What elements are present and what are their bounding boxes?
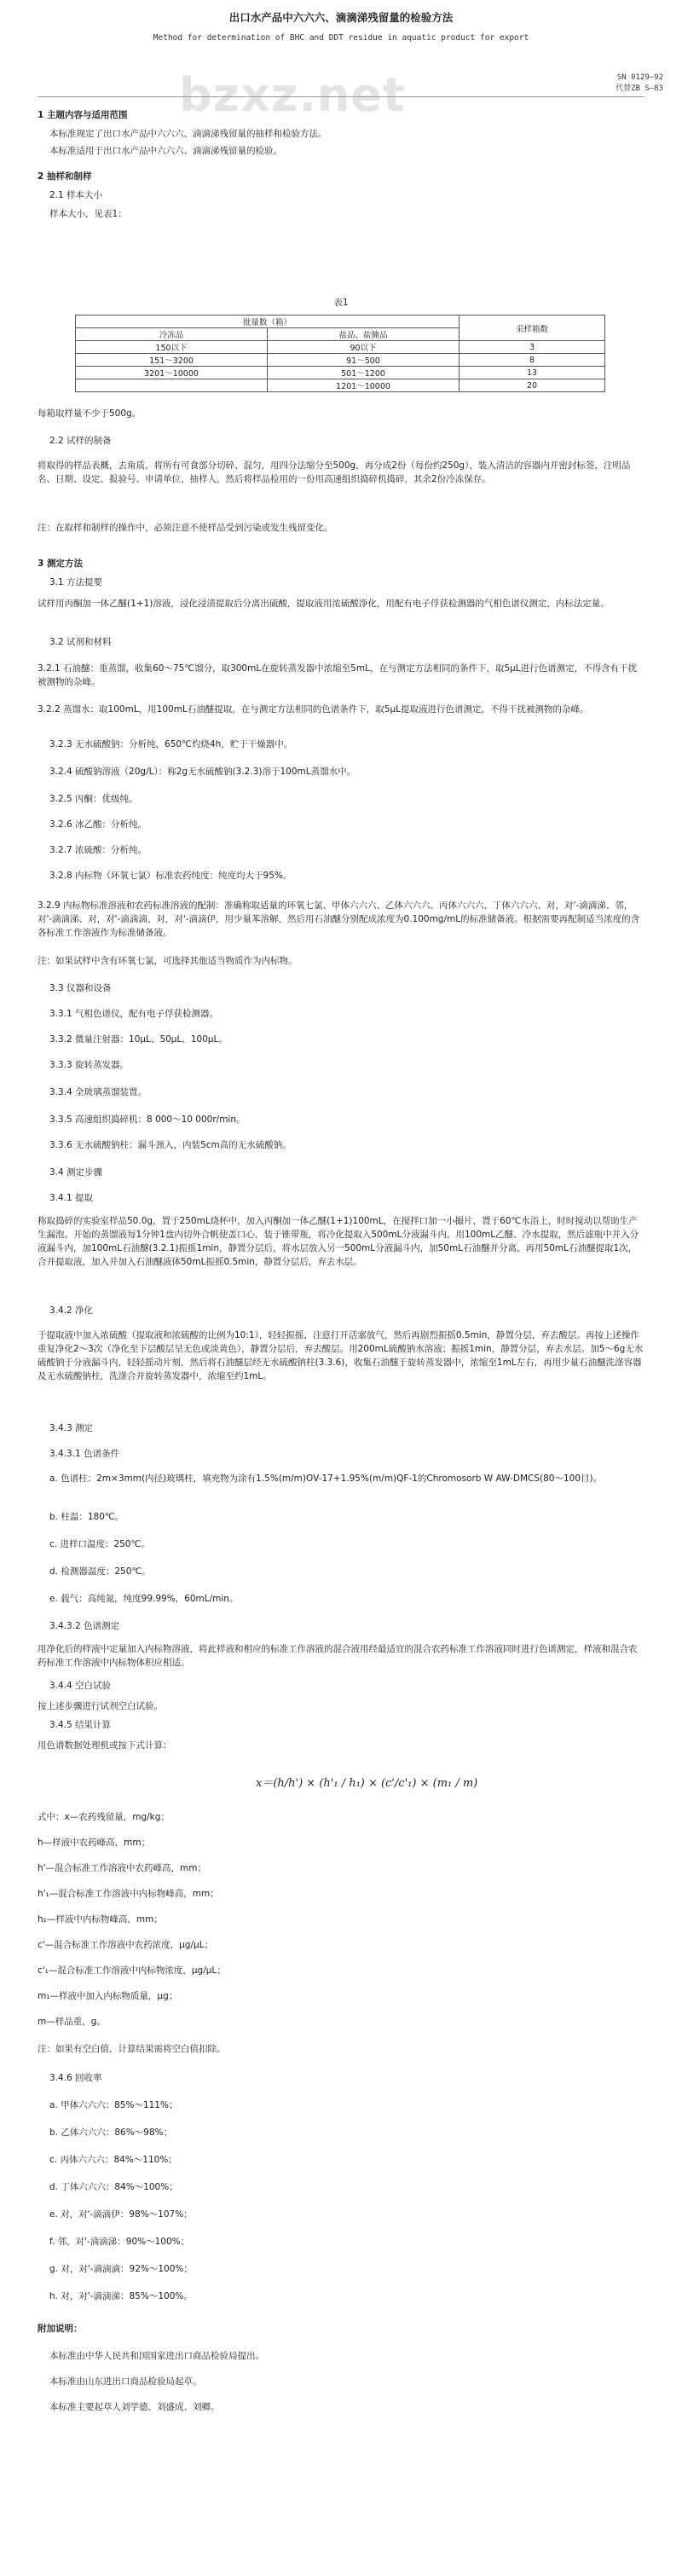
standard-number: SN 0129—92 (616, 73, 663, 82)
section-3-4-1-heading: 3.4.1 提取 (49, 1193, 94, 1203)
section-2-2-note: 注：在取样和制样的操作中，必须注意不使样品受到污染或发生残留变化。 (38, 523, 333, 533)
appendix-heading: 附加说明： (38, 2324, 83, 2334)
table-row (76, 367, 605, 379)
sampling-table (75, 315, 605, 392)
chromatography-condition-b: b. 柱温：180℃。 (49, 1512, 124, 1522)
definition-line: 式中：x—农药残留量，mg/kg； (38, 1812, 170, 1822)
table-header-batch: 批量数（箱） (76, 315, 459, 328)
item-3-2-8: 3.2.8 内标物（环氧七氯）标准农药纯度：纯度均大于95%。 (49, 871, 292, 881)
section-3-4-3-2-text: 用净化后的样液中定量加入内标物溶液，将此样液和相应的标准工作溶液的混合液用经最适宜的混合农药标准工作溶液同时进行色谱测定，样液和混合农药标准工作溶液中内标物体积应相适。 (38, 1644, 638, 1668)
item-3-2-3: 3.2.3 无水硫酸钠：分析纯，650℃灼烧4h，贮于干燥器中。 (49, 739, 293, 750)
definition-line: h—样液中农药峰高，mm； (38, 1838, 151, 1848)
table-cell: 151～3200 (76, 354, 268, 367)
section-1-para-1: 本标准规定了出口水产品中六六六、滴滴涕残留量的抽样和检验方法。 (49, 129, 327, 139)
section-3-4-3-2-heading: 3.4.3.2 色谱测定 (49, 1621, 120, 1631)
section-2-1-note: 每箱取样量不少于500g。 (38, 408, 142, 419)
section-3-4-6-heading: 3.4.6 回收率 (49, 2073, 102, 2083)
section-3-4-4-heading: 3.4.4 空白试验 (49, 1681, 112, 1691)
doc-subtitle: Method for determination of BHC and DDT residue in aquatic product for export (153, 33, 529, 43)
section-3-4-4-text: 按上述步骤进行试剂空白试验。 (38, 1701, 163, 1711)
item-3-2-1: 3.2.1 石油醚：重蒸馏，收集60～75℃馏分，取300mL在旋转蒸发器中浓缩至5mL，在与测定方法相同的条件下，取5μL进行色谱测定，不得含有干扰被测物的杂峰。 (38, 663, 638, 687)
recovery-item: f. 邻，对'-滴滴涕：90%～100%； (49, 2237, 190, 2247)
table-row (76, 341, 605, 354)
item-3-2-2: 3.2.2 蒸馏水：取100mL，用100mL石油醚提取，在与测定方法相同的色谱条件下，取5μL提取液进行色谱测定，不得干扰被测物的杂峰。 (38, 704, 589, 715)
section-2-2-text: 将取得的样品表概，去角质，将所有可食部分切碎、混匀，用四分法缩分至500g，再分成2份（每份约250g），装入清洁的容器内并密封标签，注明品名、日期、设定、报验号、申请单位、抽样人，然后将样品检用的一份用高速组织捣碎机捣碎，其余2份冷冻保存。 (38, 460, 631, 484)
table-row (76, 354, 605, 367)
recovery-item: d. 丁体六六六：84%～100%； (49, 2182, 178, 2192)
table-header-salted: 盐品、盐腌品 (268, 328, 459, 341)
item-3-2-4: 3.2.4 硫酸钠溶液（20g/L）：称2g无水硫酸钠(3.2.3)溶于100mL蒸馏水中。 (49, 767, 356, 777)
table-cell: 20 (459, 379, 605, 392)
table-cell: 501～1200 (268, 367, 459, 379)
table-cell: 1201～10000 (268, 379, 459, 392)
table-header-sample: 采样箱数 (459, 315, 605, 341)
section-3-2-note: 注：如果试样中含有环氧七氯，可选择其他适当物质作为内标物。 (38, 956, 298, 966)
item-3-3-1: 3.3.1 气相色谱仪，配有电子俘获检测器。 (49, 1009, 219, 1019)
table-cell (76, 379, 268, 392)
item-3-3-3: 3.3.3 旋转蒸发器。 (49, 1060, 130, 1070)
definition-line: h'—混合标准工作溶液中农药峰高，mm； (38, 1863, 206, 1873)
table-row (76, 379, 605, 392)
section-3-1-heading: 3.1 方法提要 (49, 577, 103, 588)
chromatography-condition-a: a. 色谱柱：2m×3mm(内径)玻璃柱，填充物为涂有1.5%(m/m)OV-17+1.95%(m/m)QF-1的Chromosorb W AW-DMCS(80～100目)。 (49, 1473, 603, 1484)
section-3-3-heading: 3.3 仪器和设备 (49, 983, 112, 993)
definition-line: m—样品重，g。 (38, 2017, 106, 2027)
appendix-line: 本标准主要起草人刘学德、刘盛成、刘卿。 (49, 2402, 220, 2412)
recovery-item: g. 对，对'-滴滴滴：92%～100%； (49, 2264, 193, 2274)
section-2-heading: 2 抽样和制样 (38, 171, 92, 182)
section-1-heading: 1 主题内容与适用范围 (38, 110, 128, 120)
item-3-3-5: 3.3.5 高速组织捣碎机：8 000～10 000r/min。 (49, 1114, 246, 1125)
section-3-4-5-heading: 3.4.5 结果计算 (49, 1720, 112, 1730)
chromatography-condition-d: d. 检测器温度：250℃。 (49, 1566, 151, 1577)
item-3-3-6: 3.3.6 无水硫酸钠柱：漏斗颈入，内装5cm高的无水硫酸钠。 (49, 1140, 292, 1150)
appendix-line: 本标准由山东进出口商品检验局起草。 (49, 2376, 202, 2387)
header-divider (38, 96, 644, 97)
appendix-line: 本标准由中华人民共和国国家进出口商品检验局提出。 (49, 2351, 264, 2361)
result-formula: x＝(h/h') × (h'₁ / h₁) × (c'/c'₁) × (m₁ / m) (256, 1777, 478, 1790)
section-2-1-heading: 2.1 样本大小 (49, 190, 103, 200)
definition-line: m₁—样液中加入内标物质量，μg； (38, 1991, 178, 2001)
chromatography-condition-e: e. 载气：高纯氮，纯度99.99%，60mL/min。 (49, 1594, 239, 1604)
table-cell: 8 (459, 354, 605, 367)
standard-replaces: 代替ZB S—83 (616, 84, 663, 93)
section-3-4-3-1-heading: 3.4.3.1 色谱条件 (49, 1449, 120, 1459)
section-3-heading: 3 测定方法 (38, 559, 83, 569)
watermark: bzxz.net (179, 68, 406, 122)
item-3-3-2: 3.3.2 微量注射器：10μL、50μL、100μL。 (49, 1034, 228, 1045)
recovery-item: e. 对，对'-滴滴伊：98%～107%； (49, 2209, 193, 2220)
section-3-4-2-text: 于提取液中加入浓硫酸（提取液和浓硫酸的比例为10:1），轻轻振摇，注意打开活塞放气，然后再剧烈振摇0.5min，静置分层，弃去酸层。再按上述操作重复净化2～3次（净化至下层酸层呈无色或淡黄色），静置分层后，弃去酸层。用200mL硫酸钠水溶液；振摇1min，静置分层，弃去水层。加5～6g无水硫酸钠于分液漏斗内，轻轻摇动片刻，然后将石油醚层经无水硫酸钠柱(3.3.6)，收集石油醚于旋转蒸发器中，浓缩至1mL左右，再用少量石油醚洗涤容器及无水硫酸钠柱，洗涤合并旋转蒸发器中，浓缩至约1mL。 (38, 1330, 644, 1381)
item-3-2-7: 3.2.7 浓硫酸：分析纯。 (49, 845, 147, 855)
definition-line: h'₁—混合标准工作溶液中内标物峰高，mm； (38, 1889, 219, 1899)
recovery-item: c. 丙体六六六：84%～110%； (49, 2155, 177, 2165)
section-2-1-text: 样本大小，见表1： (49, 209, 127, 219)
section-1-para-2: 本标准适用于出口水产品中六六六、滴滴涕残留量的检验。 (49, 146, 282, 156)
section-3-1-text: 试样用丙酮加一体乙醚(1+1)溶液，浸化浸渍提取后分离出硫酸，提取液用浓硫酸净化，用配有电子俘获检测器的气相色谱仪测定，内标法定量。 (38, 599, 610, 609)
definition-line: c'₁—混合标准工作溶液中内标物浓度，μg/μL； (38, 1965, 226, 1976)
section-3-4-2-heading: 3.4.2 净化 (49, 1305, 94, 1316)
table-caption: 表1 (333, 298, 349, 308)
table-cell: 150以下 (76, 341, 268, 354)
recovery-item: b. 乙体六六六：86%～98%； (49, 2127, 173, 2138)
section-3-4-heading: 3.4 测定步骤 (49, 1167, 103, 1178)
table-cell: 13 (459, 367, 605, 379)
table-cell: 90以下 (268, 341, 459, 354)
recovery-item: h. 对，对'-滴滴涕：85%～100%。 (49, 2291, 193, 2301)
table-cell: 3 (459, 341, 605, 354)
section-2-2-heading: 2.2 试样的制备 (49, 436, 112, 446)
section-3-4-3-heading: 3.4.3 测定 (49, 1423, 94, 1433)
doc-title: 出口水产品中六六六、滴滴涕残留量的检验方法 (228, 11, 454, 24)
table-header-frozen: 冷冻品 (76, 328, 268, 341)
item-3-3-4: 3.3.4 全玻璃蒸馏装置。 (49, 1087, 147, 1097)
section-3-4-5-text: 用色谱数据处理机或按下式计算： (38, 1740, 172, 1751)
section-3-2-heading: 3.2 试剂和材料 (49, 637, 112, 647)
item-3-2-5: 3.2.5 丙酮：优级纯。 (49, 794, 138, 804)
recovery-item: a. 甲体六六六：85%～111%； (49, 2100, 178, 2110)
item-3-2-6: 3.2.6 冰乙酸：分析纯。 (49, 819, 147, 830)
section-3-4-5-note: 注：如果有空白值，计算结果需将空白值扣除。 (38, 2044, 226, 2054)
chromatography-condition-c: c. 进样口温度：250℃。 (49, 1539, 150, 1549)
item-3-2-9: 3.2.9 内标物标准溶液和农药标准溶液的配制：准确称取适量的环氧七氯、甲体六六六、乙体六六六、丙体六六六、丁体六六六、对，对'-滴滴涕、邻，对'-滴滴涕、对，对'-滴滴滴、对，对'-滴滴伊，用少量苯溶解，然后用石油醚分别配成浓度为0.100mg/mL的标准储备液。根据需要再配制适当浓度的含各标准工作溶液作为标准储备液。 (38, 900, 640, 938)
definition-line: c'—混合标准工作溶液中农药浓度，μg/μL； (38, 1940, 214, 1950)
table-cell: 3201～10000 (76, 367, 268, 379)
section-3-4-1-text: 称取捣碎的实验室样品50.0g，置于250mL烧杯中，加入丙酮加一体乙醚(1+1)100mL，在搅拌口加一小撮片，置于60℃水浴上，时时搅动以帮助生产生漏泡。开始的蒸馏液每1分钟1盘内切外合帆使盖口心，装于锥带瓶，将冷化提取入500mL分液漏斗内，用100mL乙醚、冷水提取，然后滤瓶中并入分液漏斗内，加100mL石油醚(3.2.1)振摇1min，静置分层后，将水层放入另一500mL分液漏斗内，加50mL石油醚并分离，再用50mL石油醚提取1次，合并提取液，加入并加入石油醚液体50mL振摇0.5min，静置分层后，弃去水层。 (38, 1216, 639, 1267)
definition-line: h₁—样液中内标物峰高，mm； (38, 1914, 163, 1925)
table-cell: 91～500 (268, 354, 459, 367)
